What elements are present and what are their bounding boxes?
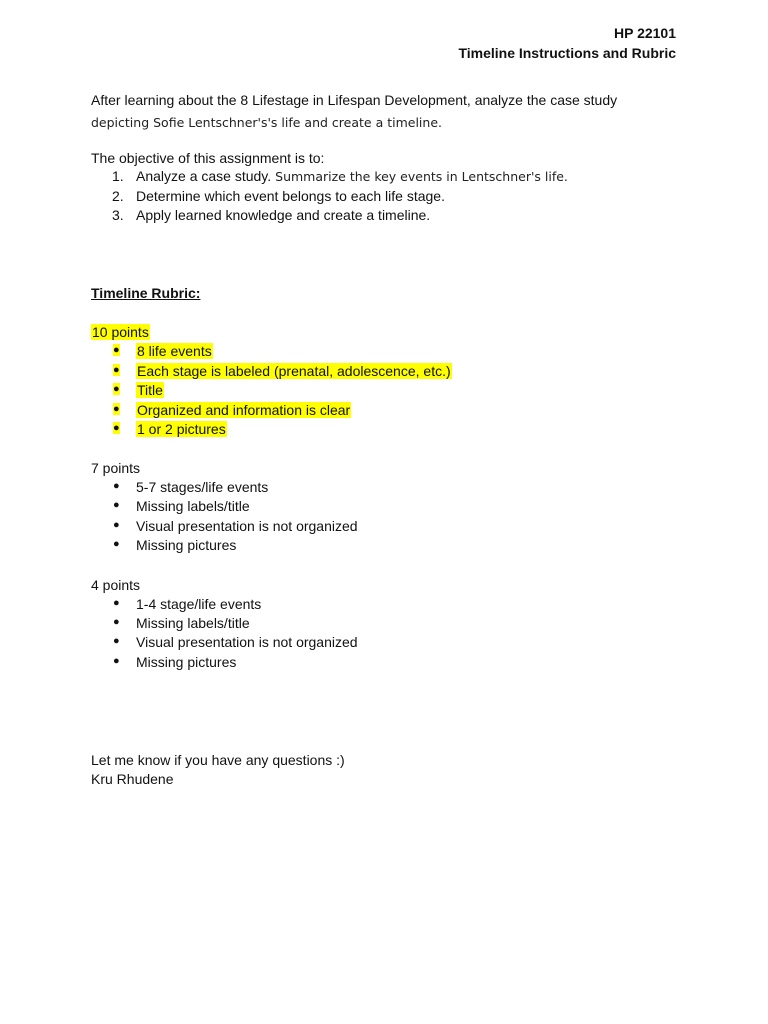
- bullet-icon: ●: [113, 655, 120, 667]
- objective-item-number: 2.: [112, 188, 124, 204]
- signature: Kru Rhudene: [91, 771, 174, 787]
- rubric-item-text: Missing pictures: [136, 537, 237, 553]
- intro-line-2: depicting Sofie Lentschner's's life and create a timeline.: [91, 115, 442, 130]
- rubric-item-text: Missing pictures: [136, 654, 237, 670]
- bullet-icon: ●: [113, 616, 120, 628]
- course-code: HP 22101: [613, 25, 676, 41]
- rubric-item-text: 5-7 stages/life events: [136, 479, 269, 495]
- rubric-item-text: Visual presentation is not organized: [136, 518, 358, 534]
- intro-line-1: After learning about the 8 Lifestage in Lifespan Development, analyze the case study: [91, 92, 618, 108]
- bullet-icon: ●: [113, 597, 120, 609]
- bullet-icon: ●: [113, 519, 120, 531]
- bullet-icon: ●: [113, 344, 120, 356]
- rubric-item-text: Organized and information is clear: [137, 402, 351, 418]
- objective-item-text: Determine which event belongs to each life stage.: [136, 188, 445, 204]
- rubric-item-text: 1 or 2 pictures: [137, 421, 226, 437]
- rubric-item-text: 1-4 stage/life events: [136, 596, 262, 612]
- rubric-item-text: Title: [137, 382, 163, 398]
- points-label: 10 points: [92, 324, 149, 340]
- bullet-icon: ●: [113, 364, 120, 376]
- bullet-icon: ●: [113, 635, 120, 647]
- objective-item-text: Apply learned knowledge and create a timeline.: [136, 207, 431, 223]
- rubric-level-points: [91, 323, 150, 341]
- bullet-icon: ●: [113, 383, 120, 395]
- bullet-icon: ●: [113, 422, 120, 434]
- objective-item: [136, 168, 568, 184]
- rubric-level-points: 4 points: [91, 577, 141, 593]
- bullet-icon: ●: [113, 480, 120, 492]
- objective-item-number: 3.: [112, 207, 124, 223]
- closing-message: Let me know if you have any questions :): [91, 752, 345, 768]
- rubric-level-points: 7 points: [91, 460, 141, 476]
- rubric-item-text: Missing labels/title: [136, 615, 250, 631]
- rubric-item: [136, 421, 227, 437]
- bullet-icon: ●: [113, 538, 120, 550]
- objective-heading: The objective of this assignment is to:: [91, 150, 325, 166]
- objective-item-text: Analyze a case study.: [136, 168, 272, 184]
- rubric-item: [136, 382, 164, 398]
- rubric-heading: Timeline Rubric:: [91, 285, 201, 301]
- document-title: Timeline Instructions and Rubric: [458, 45, 676, 61]
- objective-item-number: 1.: [112, 168, 124, 184]
- rubric-item: [136, 363, 452, 379]
- rubric-item-text: Missing labels/title: [136, 498, 250, 514]
- rubric-item: [136, 402, 351, 418]
- rubric-item: [136, 343, 213, 359]
- bullet-icon: ●: [113, 403, 120, 415]
- objective-item-text-extra: Summarize the key events in Lentschner's life.: [271, 169, 568, 184]
- bullet-icon: ●: [113, 499, 120, 511]
- rubric-item-text: 8 life events: [137, 343, 212, 359]
- rubric-item-text: Each stage is labeled (prenatal, adolescence, etc.): [137, 363, 451, 379]
- rubric-item-text: Visual presentation is not organized: [136, 634, 358, 650]
